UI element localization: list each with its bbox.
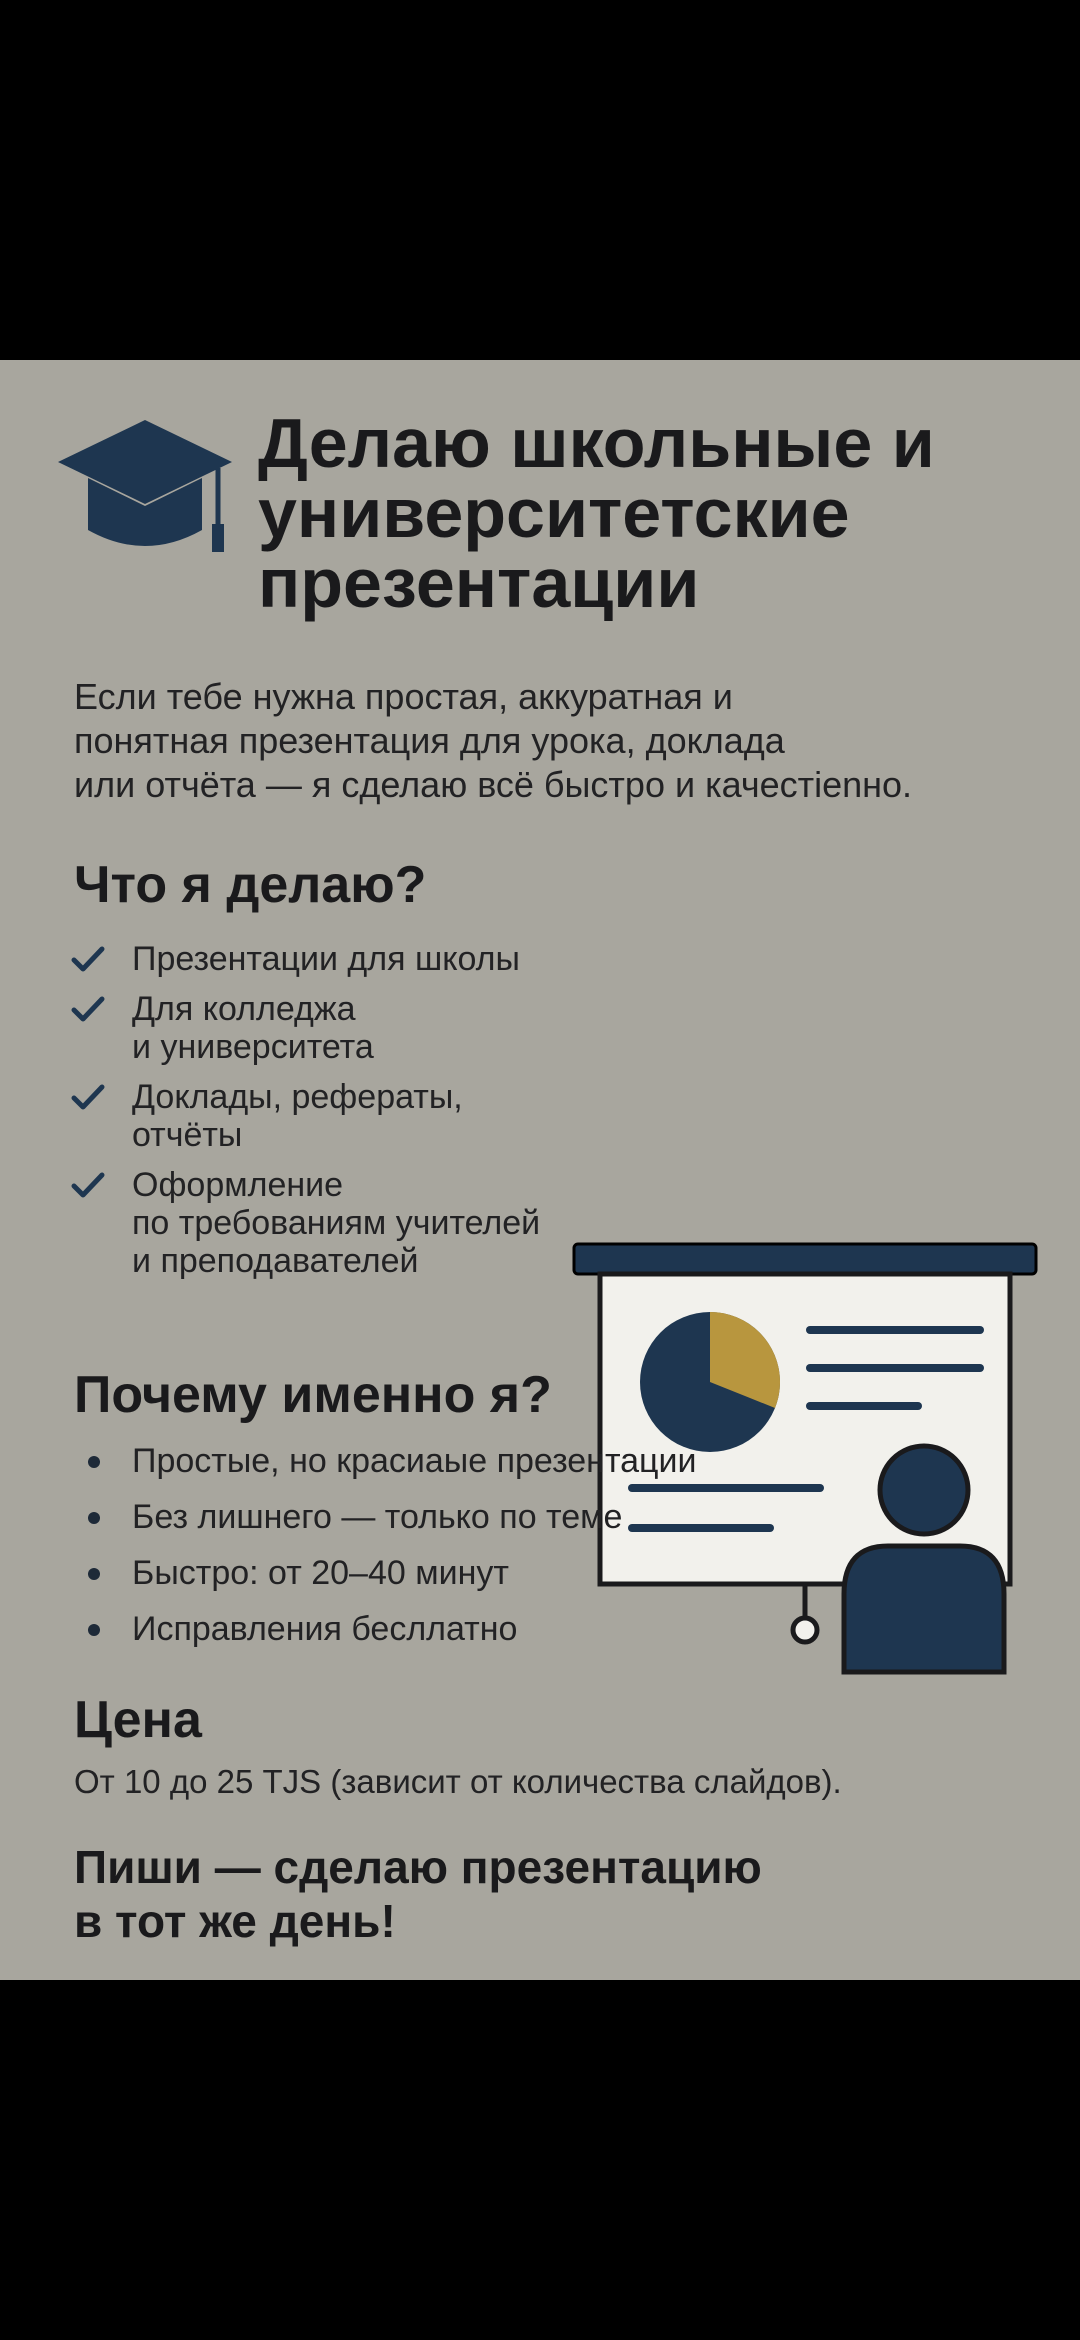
- list-item-line: Для колледжа: [132, 990, 356, 1028]
- check-icon: [70, 994, 106, 1024]
- title-line: Делаю школьные и: [258, 404, 935, 482]
- cta-line: Пиши — сделаю презентацию: [74, 1841, 762, 1893]
- intro-text: [74, 675, 1064, 807]
- list-item-text: Простые, но красиаые презентации: [132, 1442, 697, 1480]
- intro-line: понятная презентация для урока, доклада: [74, 720, 785, 761]
- dot-bullet-icon: [88, 1624, 100, 1636]
- list-item-line: по требованиям учителей: [132, 1204, 541, 1242]
- intro-line: Если тебе нужна простая, аккуратная и: [74, 676, 733, 717]
- list-item: [70, 1554, 970, 1592]
- list-item: [70, 1078, 610, 1154]
- top-black-bar: [0, 0, 1080, 360]
- list-item-text: Исправления бесллатно: [132, 1610, 518, 1648]
- price-text: От 10 до 25 TJS (зависит от количества слайдов).: [74, 1763, 842, 1800]
- price-heading: Цена: [74, 1691, 202, 1749]
- graduation-cap-icon: [50, 412, 240, 562]
- why-heading: Почему именно я?: [74, 1366, 552, 1424]
- title-line: университетские: [258, 474, 850, 552]
- list-item-line: Доклады, рефераты,: [132, 1078, 463, 1116]
- list-item: [70, 1166, 610, 1280]
- dot-bullet-icon: [88, 1512, 100, 1524]
- services-list: [70, 940, 610, 1292]
- check-icon: [70, 944, 106, 974]
- cta-line: в тот же день!: [74, 1895, 396, 1947]
- list-item-text: Без лишнего — только по теме: [132, 1498, 623, 1536]
- list-item-line: Презентации для школы: [132, 940, 520, 978]
- page-title: [258, 404, 1058, 622]
- list-item: [70, 990, 610, 1066]
- bottom-black-bar: [0, 1980, 1080, 2340]
- check-icon: [70, 1170, 106, 1200]
- dot-bullet-icon: [88, 1568, 100, 1580]
- list-item-line: отчёты: [132, 1116, 243, 1154]
- dot-bullet-icon: [88, 1456, 100, 1468]
- list-item: [70, 1442, 970, 1480]
- list-item: [70, 1610, 970, 1648]
- list-item-line: и университета: [132, 1028, 374, 1066]
- check-icon: [70, 1082, 106, 1112]
- intro-line: или отчёта — я сделаю всё быстро и качестienно.: [74, 764, 913, 805]
- list-item-line: Оформление: [132, 1166, 344, 1204]
- list-item: [70, 1498, 970, 1536]
- poster: [0, 360, 1080, 1980]
- list-item-text: Быстро: от 20–40 минут: [132, 1554, 509, 1592]
- list-item-line: и преподавателей: [132, 1242, 419, 1280]
- list-item: [70, 940, 610, 978]
- call-to-action: [74, 1840, 1064, 1948]
- title-line: презентации: [258, 544, 700, 622]
- why-list: [70, 1442, 970, 1666]
- services-heading: Что я делаю?: [74, 856, 427, 914]
